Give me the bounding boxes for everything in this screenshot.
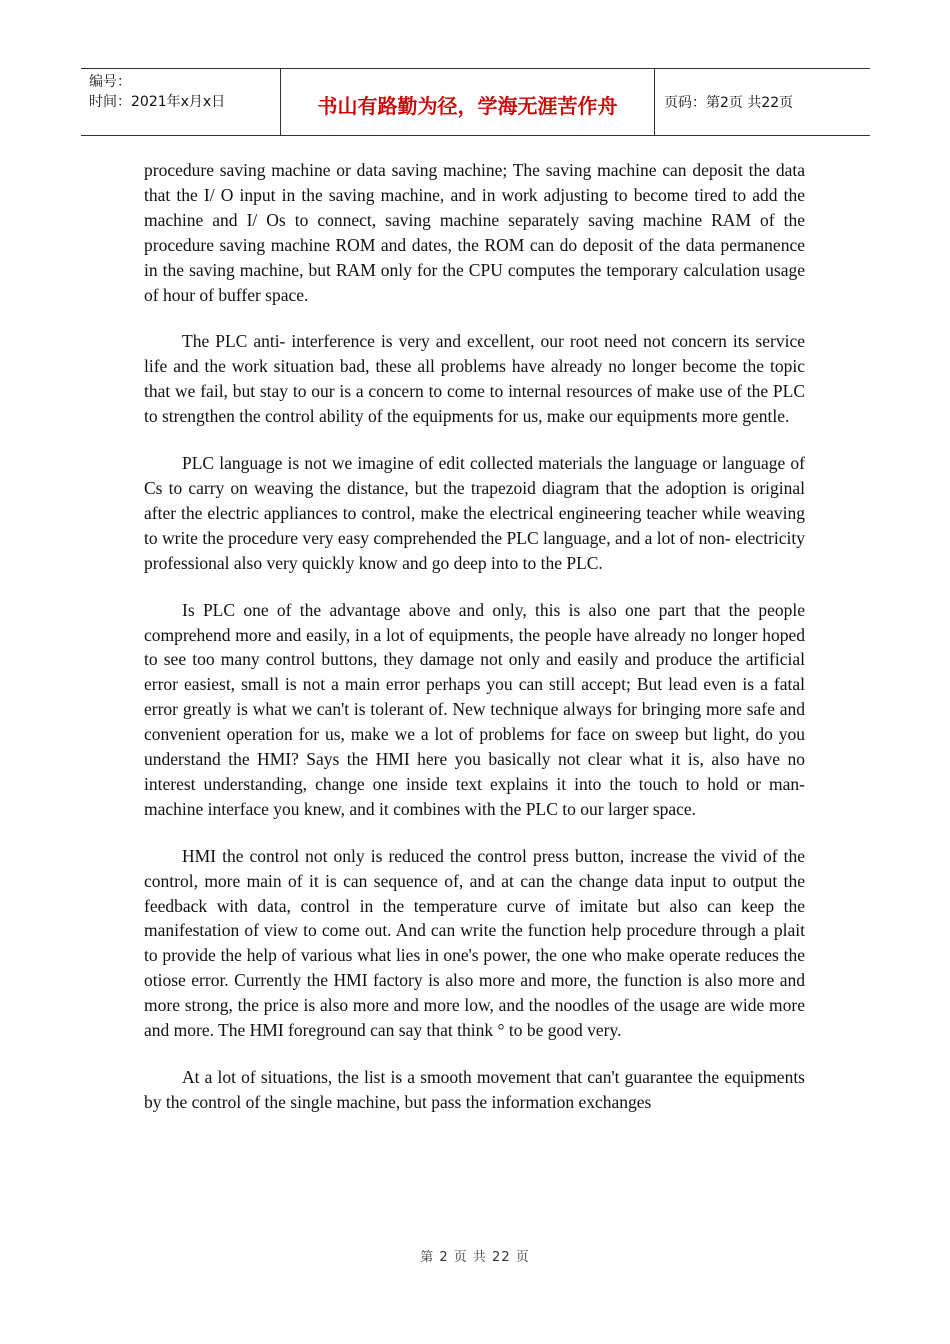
paragraph: At a lot of situations, the list is a smooth movement that can't guarantee the equipments by the control of the single machine, but pass the information exchanges (144, 1067, 805, 1112)
header-motto: 书山有路勤为径，学海无涯苦作舟 (281, 69, 655, 135)
header-page-info: 页码：第2页 共22页 (664, 95, 794, 111)
number-label: 编号： (89, 74, 131, 90)
paragraph: procedure saving machine or data saving machine; The saving machine can deposit the data that the I/ O input in the saving machine, and in work adjusting to become tired to add the machine and I/ Os to connect, saving machine separately saving machine RAM of the procedure saving machine ROM and dates, the ROM can do deposit of the data permanence in the saving machine, but RAM only for the CPU computes the temporary calculation usage of hour of buffer space. (144, 160, 805, 305)
header-meta (81, 69, 281, 135)
date-label: 时间：2021年x月x日 (89, 94, 226, 110)
paragraph: HMI the control not only is reduced the control press button, increase the vivid of the control, more main of it is can sequence of, and at can the change data input to output the feedback with data, control in the temperature curve of imitate but also can keep the manifestation of view to come out. And can write the function help procedure through a plait to provide the help of various what lies in one's power, the one who make operate reduces the otiose error. Currently the HMI factory is also more and more, the function is also more and more strong, the price is also more and more low, and the noodles of the usage are wide more and more. The HMI foreground can say that think ° to be good very. (144, 845, 805, 1041)
paragraph: PLC language is not we imagine of edit collected materials the language or language of Cs to carry on weaving the distance, but the trapezoid diagram that the adoption is original after the electric appliances to control, make the electrical engineering teacher while weaving to write the procedure very easy comprehended the PLC language, and a lot of non- electricity professional also very quickly know and go deep into to the PLC. (144, 453, 805, 573)
page-header (81, 68, 870, 136)
paragraph: Is PLC one of the advantage above and only, this is also one part that the people comprehend more and easily, in a lot of equipments, the people have already no longer hoped to see too many control buttons, they damage not only and easily and produce the artificial error easiest, small is not a main error perhaps you can still accept; But lead even is a fatal error greatly is what we can't is tolerant of. New technique always for bringing more safe and convenient operation for us, make we a lot of problems for face on sweep but light, do you understand the HMI? Says the HMI here you basically not clear what it is, also have no interest understanding, change one inside text explains it into the touch to hold or man-machine interface you knew, and it combines with the PLC to our larger space. (144, 599, 805, 819)
page-footer: 第 2 页 共 22 页 (420, 1250, 530, 1265)
document-body (144, 158, 805, 1137)
paragraph: The PLC anti- interference is very and excellent, our root need not concern its service life and the work situation bad, these all problems have already no longer become the topic that we fail, but stay to our is a concern to come to internal resources of make use of the PLC to strengthen the control ability of the equipments for us, make our equipments more gentle. (144, 331, 805, 427)
